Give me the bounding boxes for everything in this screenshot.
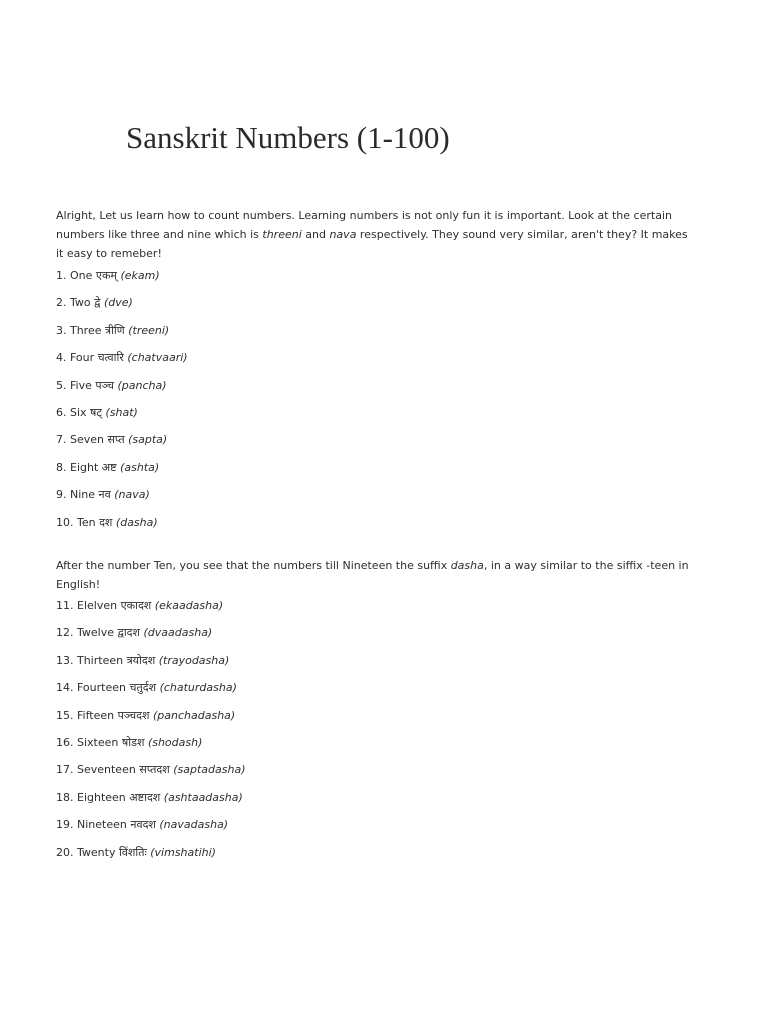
number-list-item bbox=[56, 652, 246, 679]
number-sanskrit-word: त्रयोदश bbox=[126, 653, 156, 667]
number-sanskrit-word: अष्ट bbox=[101, 460, 117, 474]
number-english-label: 2. Two bbox=[56, 296, 91, 310]
number-transliteration: (ekam) bbox=[120, 269, 160, 282]
number-english-label: 13. Thirteen bbox=[56, 653, 124, 667]
number-sanskrit-word: पञ्चदश bbox=[117, 708, 150, 722]
number-sanskrit-word: चतुर्दश bbox=[129, 681, 157, 695]
number-sanskrit-word: सप्त bbox=[107, 433, 125, 447]
number-transliteration: (ashta) bbox=[120, 460, 160, 474]
number-transliteration: (treeni) bbox=[128, 323, 170, 337]
number-sanskrit-word: नव bbox=[98, 488, 111, 502]
number-english-label: 14. Fourteen bbox=[56, 681, 126, 695]
number-transliteration: (dve) bbox=[103, 296, 133, 310]
number-transliteration: (pancha) bbox=[117, 378, 167, 392]
numbers-list-1-to-10 bbox=[56, 267, 188, 541]
number-english-label: 12. Twelve bbox=[56, 626, 114, 640]
number-sanskrit-word: द्वे bbox=[94, 296, 101, 310]
number-english-label: 4. Four bbox=[56, 351, 95, 365]
number-transliteration: (chatvaari) bbox=[127, 351, 188, 365]
number-sanskrit-word: पञ्च bbox=[95, 378, 114, 392]
number-sanskrit-word: सप्तदश bbox=[139, 763, 170, 777]
number-transliteration: (ekaadasha) bbox=[154, 599, 224, 612]
number-english-label: 6. Six bbox=[56, 405, 87, 419]
number-sanskrit-word: द्वादश bbox=[117, 626, 140, 640]
number-transliteration: (vimshatihi) bbox=[150, 845, 216, 859]
number-sanskrit-word: षोडश bbox=[121, 735, 145, 749]
number-list-item bbox=[56, 267, 188, 294]
suffix-text-2: , in a way similar to the siffix -teen in English! bbox=[56, 559, 689, 591]
number-list-item bbox=[56, 789, 246, 816]
number-english-label: 16. Sixteen bbox=[56, 735, 119, 749]
number-english-label: 5. Five bbox=[56, 378, 92, 392]
number-list-item bbox=[56, 734, 246, 761]
number-english-label: 15. Fifteen bbox=[56, 708, 115, 722]
number-list-item bbox=[56, 294, 188, 321]
number-transliteration: (shat) bbox=[105, 405, 138, 419]
intro-text-2: and bbox=[301, 228, 330, 241]
number-english-label: 3. Three bbox=[56, 323, 102, 337]
intro-text-3: respectively. They sound very similar, aren't they? It makes it easy to remeber! bbox=[56, 228, 688, 260]
number-sanskrit-word: त्रीणि bbox=[105, 323, 125, 337]
number-transliteration: (dasha) bbox=[115, 515, 158, 529]
number-english-label: 19. Nineteen bbox=[56, 818, 127, 832]
number-transliteration: (nava) bbox=[114, 488, 150, 502]
intro-text-1: Alright, Let us learn how to count numbers. Learning numbers is not only fun it is important. Look at the certain numbers like three and nine which is bbox=[56, 209, 672, 241]
suffix-paragraph bbox=[56, 556, 696, 594]
number-english-label: 20. Twenty bbox=[56, 845, 116, 859]
number-list-item bbox=[56, 844, 246, 871]
number-english-label: 17. Seventeen bbox=[56, 763, 136, 777]
intro-emphasis-nava: nava bbox=[329, 228, 357, 241]
number-sanskrit-word: चत्वारि bbox=[97, 351, 124, 365]
intro-emphasis-threeni: threeni bbox=[262, 228, 302, 241]
number-list-item bbox=[56, 377, 188, 404]
numbers-list-11-to-20 bbox=[56, 597, 246, 871]
suffix-text-1: After the number Ten, you see that the numbers till Nineteen the suffix bbox=[56, 559, 451, 572]
number-transliteration: (navadasha) bbox=[159, 818, 229, 832]
number-english-label: 11. Elelven bbox=[56, 599, 118, 612]
number-transliteration: (trayodasha) bbox=[158, 653, 230, 667]
number-list-item bbox=[56, 404, 188, 431]
number-list-item bbox=[56, 761, 246, 788]
number-english-label: 1. One bbox=[56, 269, 93, 282]
number-transliteration: (ashtaadasha) bbox=[163, 790, 243, 804]
number-transliteration: (saptadasha) bbox=[173, 763, 246, 777]
number-sanskrit-word: नवदश bbox=[130, 818, 156, 832]
number-sanskrit-word: षट् bbox=[90, 405, 102, 419]
suffix-emphasis-dasha: dasha bbox=[450, 559, 484, 572]
number-list-item bbox=[56, 459, 188, 486]
number-sanskrit-word: विंशतिः bbox=[118, 845, 147, 859]
intro-paragraph bbox=[56, 206, 696, 263]
number-sanskrit-word: अष्टादश bbox=[129, 790, 161, 804]
number-transliteration: (sapta) bbox=[128, 433, 168, 447]
number-list-item bbox=[56, 816, 246, 843]
number-transliteration: (panchadasha) bbox=[153, 708, 236, 722]
number-list-item bbox=[56, 349, 188, 376]
number-english-label: 7. Seven bbox=[56, 433, 104, 447]
number-transliteration: (shodash) bbox=[147, 735, 203, 749]
number-list-item bbox=[56, 431, 188, 458]
number-transliteration: (dvaadasha) bbox=[143, 626, 213, 640]
number-english-label: 10. Ten bbox=[56, 515, 96, 529]
number-english-label: 8. Eight bbox=[56, 460, 99, 474]
number-list-item bbox=[56, 707, 246, 734]
number-list-item bbox=[56, 679, 246, 706]
number-list-item bbox=[56, 514, 188, 541]
number-english-label: 9. Nine bbox=[56, 488, 96, 502]
number-transliteration: (chaturdasha) bbox=[159, 681, 237, 695]
number-list-item bbox=[56, 597, 246, 624]
number-list-item bbox=[56, 486, 188, 513]
number-sanskrit-word: दश bbox=[99, 515, 113, 529]
number-english-label: 18. Eighteen bbox=[56, 790, 126, 804]
page-title: Sanskrit Numbers (1-100) bbox=[126, 120, 450, 155]
number-list-item bbox=[56, 322, 188, 349]
number-list-item bbox=[56, 624, 246, 651]
number-sanskrit-word: एकादश bbox=[120, 599, 152, 612]
number-sanskrit-word: एकम् bbox=[95, 269, 117, 282]
